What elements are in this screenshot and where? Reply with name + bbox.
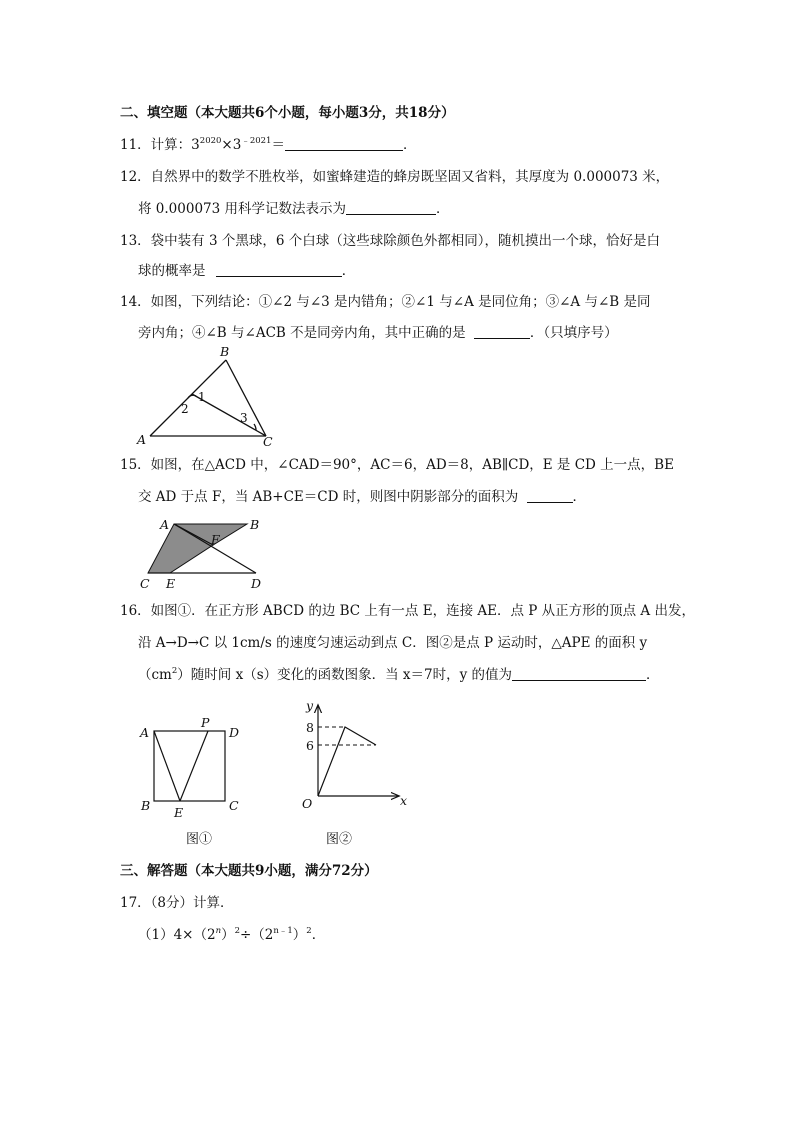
question-13-line1: 13．袋中装有 3 个黑球，6 个白球（这些球除颜色外都相同），随机摸出一个球，恰好是白	[120, 233, 660, 249]
q17-p1-e2: n﹣1	[273, 926, 293, 936]
q16-fig1-label-b: B	[141, 798, 151, 813]
q15-label-f: F	[211, 532, 220, 547]
q16-fig2-caption: 图②	[326, 832, 353, 847]
q15-label-d: D	[251, 576, 262, 591]
q17-p1-b: ）	[221, 927, 235, 943]
q16-fig1-label-e: E	[174, 805, 184, 820]
q14-angle-2: 2	[181, 402, 189, 416]
q15-label-b: B	[250, 517, 260, 532]
question-15-line1: 15．如图，在△ACD 中，∠CAD＝90°，AC＝6，AD＝8，AB∥CD，E 是 CD 上一点，BE	[120, 457, 674, 473]
section-heading-3: 三、解答题（本大题共9小题，满分72分）	[120, 863, 378, 879]
q15-text: 交 AD 于点 F，当 AB+CE＝CD 时，则图中阴影部分的面积为	[138, 489, 519, 505]
q16-fig1-label-d: D	[229, 725, 240, 740]
q14-text: 旁内角；④∠B 与∠ACB 不是同旁内角，其中正确的是	[138, 325, 466, 341]
q16-origin-label: O	[302, 796, 313, 811]
q15-end: ．	[572, 489, 587, 505]
question-16-line1: 16．如图①．在正方形 ABCD 的边 BC 上有一点 E，连接 AE．点 P 从正方形的顶点 A 出发，	[120, 603, 695, 619]
q11-end: ．	[402, 137, 417, 153]
q17-p1-a: （1）4×（2	[138, 927, 216, 943]
q11-exp1: 2020	[199, 136, 222, 146]
q11-mid: ×3	[221, 137, 242, 153]
q12-text: 将 0.000073 用科学记数法表示为	[138, 201, 346, 217]
q17-p1-c: ÷（2	[240, 927, 274, 943]
q11-prefix: 11．计算：3	[120, 137, 200, 153]
question-17-part1	[138, 926, 325, 944]
q16-fig1-label-p: P	[201, 715, 210, 730]
q17-p1-e: 2	[234, 926, 240, 936]
q16-y-label: y	[306, 698, 314, 713]
q15-label-a: A	[160, 517, 170, 532]
section-heading: 二、填空题（本大题共6个小题，每小题3分，共18分）	[120, 105, 455, 121]
q16-text: ）随时间 x（s）变化的函数图象．当 x＝7时，y 的值为	[177, 667, 513, 683]
q16-x-label: x	[400, 793, 408, 808]
q12-end: ．	[436, 201, 450, 217]
q16-fig1-label-c: C	[229, 798, 239, 813]
q16-tick-8: 8	[306, 720, 314, 735]
question-17-line1: 17．（8分）计算．	[120, 895, 234, 911]
q16-fig1-caption: 图①	[186, 832, 213, 847]
q17-p1-end: ．	[311, 927, 326, 943]
q16-end: ．	[646, 667, 660, 683]
q17-p1-n: n	[215, 926, 222, 936]
q17-p1-d: ）	[292, 927, 307, 943]
q16-function-graph	[318, 727, 376, 796]
q16-unit-open: （cm	[138, 667, 172, 683]
q14-end: ．（只填序号）	[529, 325, 618, 341]
q15-label-c: C	[140, 576, 150, 591]
q11-eq: ＝	[271, 137, 285, 153]
question-12-line1: 12．自然界中的数学不胜枚举，如蜜蜂建造的蜂房既坚固又省料，其厚度为 0.000073 米，	[120, 169, 670, 185]
q14-label-a: A	[137, 432, 147, 447]
question-14-line1: 14．如图，下列结论：①∠2 与∠3 是内错角；②∠1 与∠A 是同位角；③∠A 与∠B 是同	[120, 294, 651, 310]
q15-label-e: E	[166, 576, 176, 591]
q16-unit-sup: 2	[171, 666, 178, 676]
q11-exp2: ﹣2021	[241, 136, 272, 146]
question-16-line2: 沿 A→D→C 以 1cm/s 的速度匀速运动到点 C．图②是点 P 运动时，△APE 的面积 y	[138, 635, 648, 651]
q14-label-c: C	[263, 434, 273, 449]
q14-label-b: B	[220, 344, 230, 359]
q13-end: ．	[341, 263, 356, 279]
q16-tick-6: 6	[306, 738, 314, 753]
q13-text: 球的概率是	[138, 263, 206, 279]
q17-p1-e3: 2	[306, 926, 312, 936]
q14-angle-1: 1	[198, 390, 206, 404]
q16-fig1-label-a: A	[140, 725, 150, 740]
q14-angle-3: 3	[240, 411, 248, 425]
